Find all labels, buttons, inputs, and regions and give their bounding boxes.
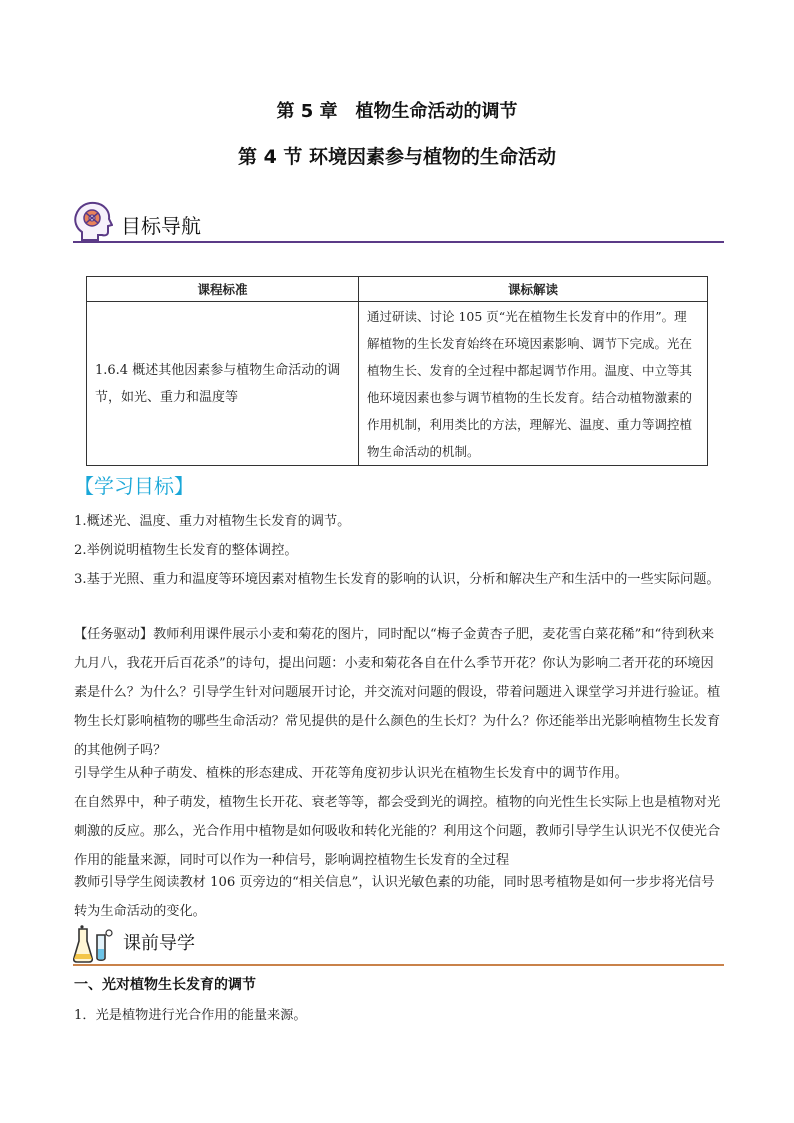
section-title: 第 4 节 环境因素参与植物的生命活动 xyxy=(237,146,557,168)
banner-rule xyxy=(73,241,724,243)
curriculum-table xyxy=(86,276,708,466)
teacher-paragraph: 教师引导学生阅读教材 106 页旁边的“相关信息”，认识光敏色素的功能，同时思考植物是如何一步步将光信号转为生命活动的变化。 xyxy=(74,875,715,919)
goal-navigation-label: 目标导航 xyxy=(121,214,201,238)
goal-navigation-banner xyxy=(73,200,724,246)
lab-flask-icon xyxy=(73,925,117,963)
chapter-title: 第 5 章 植物生命活动的调节 xyxy=(276,101,518,122)
table-header-interpretation: 课标解读 xyxy=(359,277,708,302)
pre-class-banner xyxy=(73,925,724,967)
goal-item-3: 3.基于光照、重力和温度等环境因素对植物生长发育的影响的认识，分析和解决生产和生活中的一些实际问题。 xyxy=(74,572,720,587)
table-cell-standard: 1.6.4 概述其他因素参与植物生命活动的调节，如光、重力和温度等 xyxy=(87,302,359,466)
learning-goals-heading: 【学习目标】 xyxy=(74,474,194,498)
goal-item-2: 2.举例说明植物生长发育的整体调控。 xyxy=(74,543,298,558)
head-gears-icon xyxy=(73,200,113,242)
list-item-1: 1．光是植物进行光合作用的能量来源。 xyxy=(74,1008,307,1023)
goal-item-1: 1.概述光、温度、重力对植物生长发育的调节。 xyxy=(74,514,351,529)
banner-rule xyxy=(73,964,724,966)
nature-paragraph: 在自然界中，种子萌发，植物生长开花、衰老等等，都会受到光的调控。植物的向光性生长实际上也是植物对光刺激的反应。那么，光合作用中植物是如何吸收和转化光能的？利用这个问题，教师引导学生认识光不仅使光合作用的能量来源，同时可以作为一种信号，影响调控植物生长发育的全过程 xyxy=(74,795,721,868)
table-header-standard: 课程标准 xyxy=(87,277,359,302)
task-driver-paragraph: 【任务驱动】教师利用课件展示小麦和菊花的图片，同时配以“梅子金黄杏子肥，麦花雪白菜花稀”和“待到秋来九月八，我花开后百花杀”的诗句，提出问题：小麦和菊花各自在什么季节开花？你认为影响二者开花的环境因素是什么？为什么？引导学生针对问题展开讨论，并交流对问题的假设，带着问题进入课堂学习并进行验证。植物生长灯影响植物的哪些生命活动？常见提供的是什么颜色的生长灯？为什么？你还能举出光影响植物生长发育的其他例子吗？ xyxy=(74,627,721,758)
guide-paragraph: 引导学生从种子萌发、植株的形态建成、开花等角度初步认识光在植物生长发育中的调节作用。 xyxy=(74,766,628,781)
pre-class-label: 课前导学 xyxy=(123,933,195,954)
table-cell-interpretation: 通过研读、讨论 105 页“光在植物生长发育中的作用”。理解植物的生长发育始终在环境因素影响、调节下完成。光在植物生长、发育的全过程中都起调节作用。温度、中立等其他环境因素也参与调节植物的生长发育。结合动植物激素的作用机制，利用类比的方法，理解光、温度、重力等调控植物生命活动的机制。 xyxy=(359,302,708,466)
section-heading-light: 一、光对植物生长发育的调节 xyxy=(74,977,256,993)
